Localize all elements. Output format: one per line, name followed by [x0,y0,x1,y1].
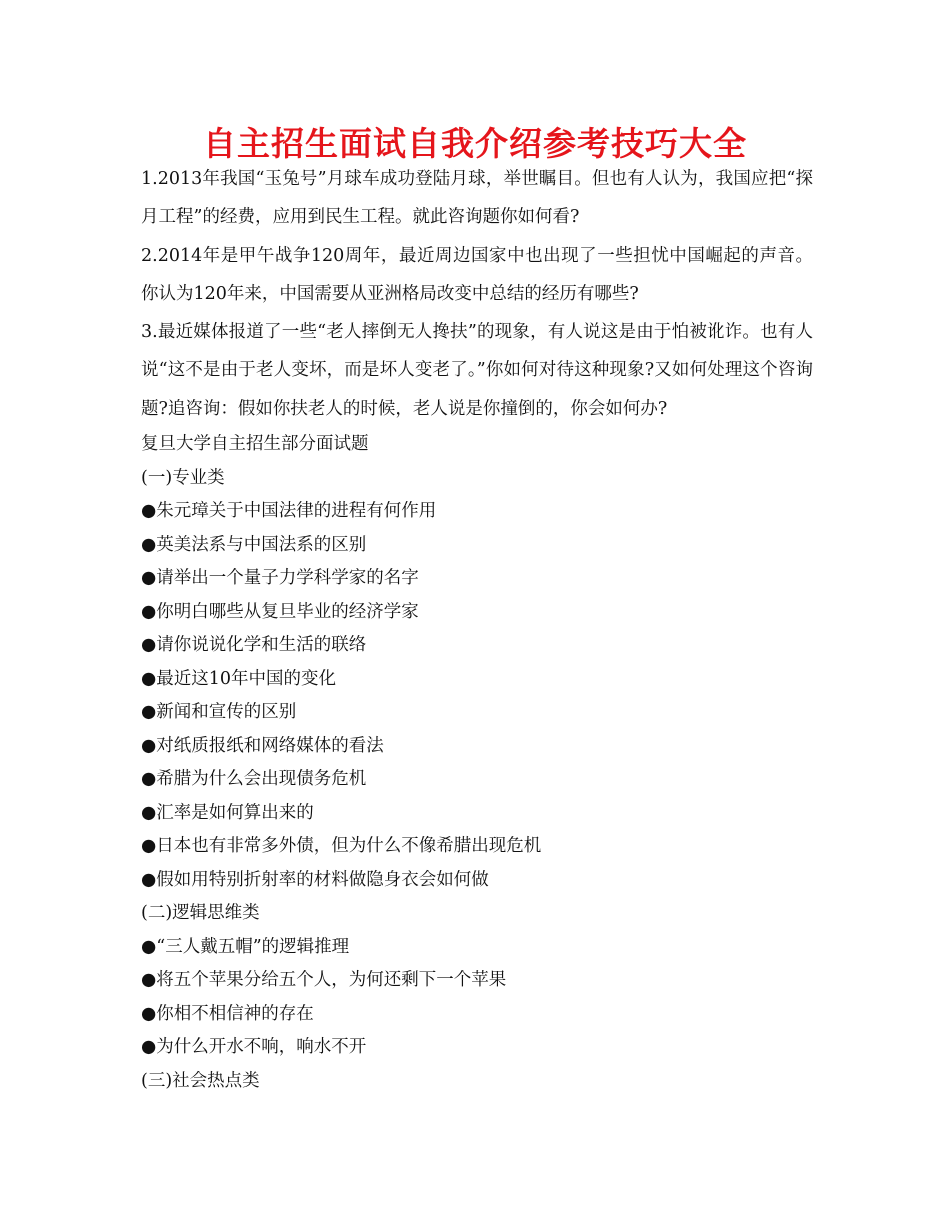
list-item: ●“三人戴五帽”的逻辑推理 [141,936,350,957]
list-item: ●请你说说化学和生活的联络 [141,635,367,656]
question-1: 1.2013年我国“玉兔号”月球车成功登陆月球，举世瞩目。但也有人认为，我国应把“探月工程”的经费，应用到民生工程。就此咨询题你如何看? [141,169,813,228]
fudan-section [141,428,813,1098]
list-item: ●将五个苹果分给五个人，为何还剩下一个苹果 [141,970,507,991]
question-2: 2.2014年是甲午战争120周年，最近周边国家中也出现了一些担忧中国崛起的声音。你认为120年来，中国需要从亚洲格局改变中总结的经历有哪些? [141,245,813,304]
section-heading: 复旦大学自主招生部分面试题 [141,434,369,455]
list-item: ●你相不相信神的存在 [141,1003,314,1024]
category-heading-professional: (一)专业类 [141,467,225,488]
document-title: 自主招生面试自我介绍参考技巧大全 [203,124,747,163]
list-item: ●朱元璋关于中国法律的进程有何作用 [141,501,437,522]
question-3: 3.最近媒体报道了一些“老人摔倒无人搀扶”的现象，有人说这是由于怕被讹诈。也有人说“这不是由于老人变坏，而是坏人变老了。”你如何对待这种现象?又如何处理这个咨询题?追咨询：假如你扶老人的时候，老人说是你撞倒的，你会如何办? [141,322,813,419]
document-body [141,160,813,1098]
list-item: ●日本也有非常多外债，但为什么不像希腊出现危机 [141,836,542,857]
category-heading-social: (三)社会热点类 [141,1070,260,1091]
list-item: ●英美法系与中国法系的区别 [141,534,367,555]
list-item: ●汇率是如何算出来的 [141,802,314,823]
list-item: ●你明白哪些从复旦毕业的经济学家 [141,601,419,622]
list-item: ●最近这10年中国的变化 [141,668,337,689]
list-item: ●对纸质报纸和网络媒体的看法 [141,735,384,756]
list-item: ●希腊为什么会出现债务危机 [141,769,367,790]
list-item: ●为什么开水不响，响水不开 [141,1037,367,1058]
list-item: ●假如用特别折射率的材料做隐身衣会如何做 [141,869,489,890]
category-heading-logic: (二)逻辑思维类 [141,903,260,924]
list-item: ●新闻和宣传的区别 [141,702,297,723]
list-item: ●请举出一个量子力学科学家的名字 [141,568,419,589]
